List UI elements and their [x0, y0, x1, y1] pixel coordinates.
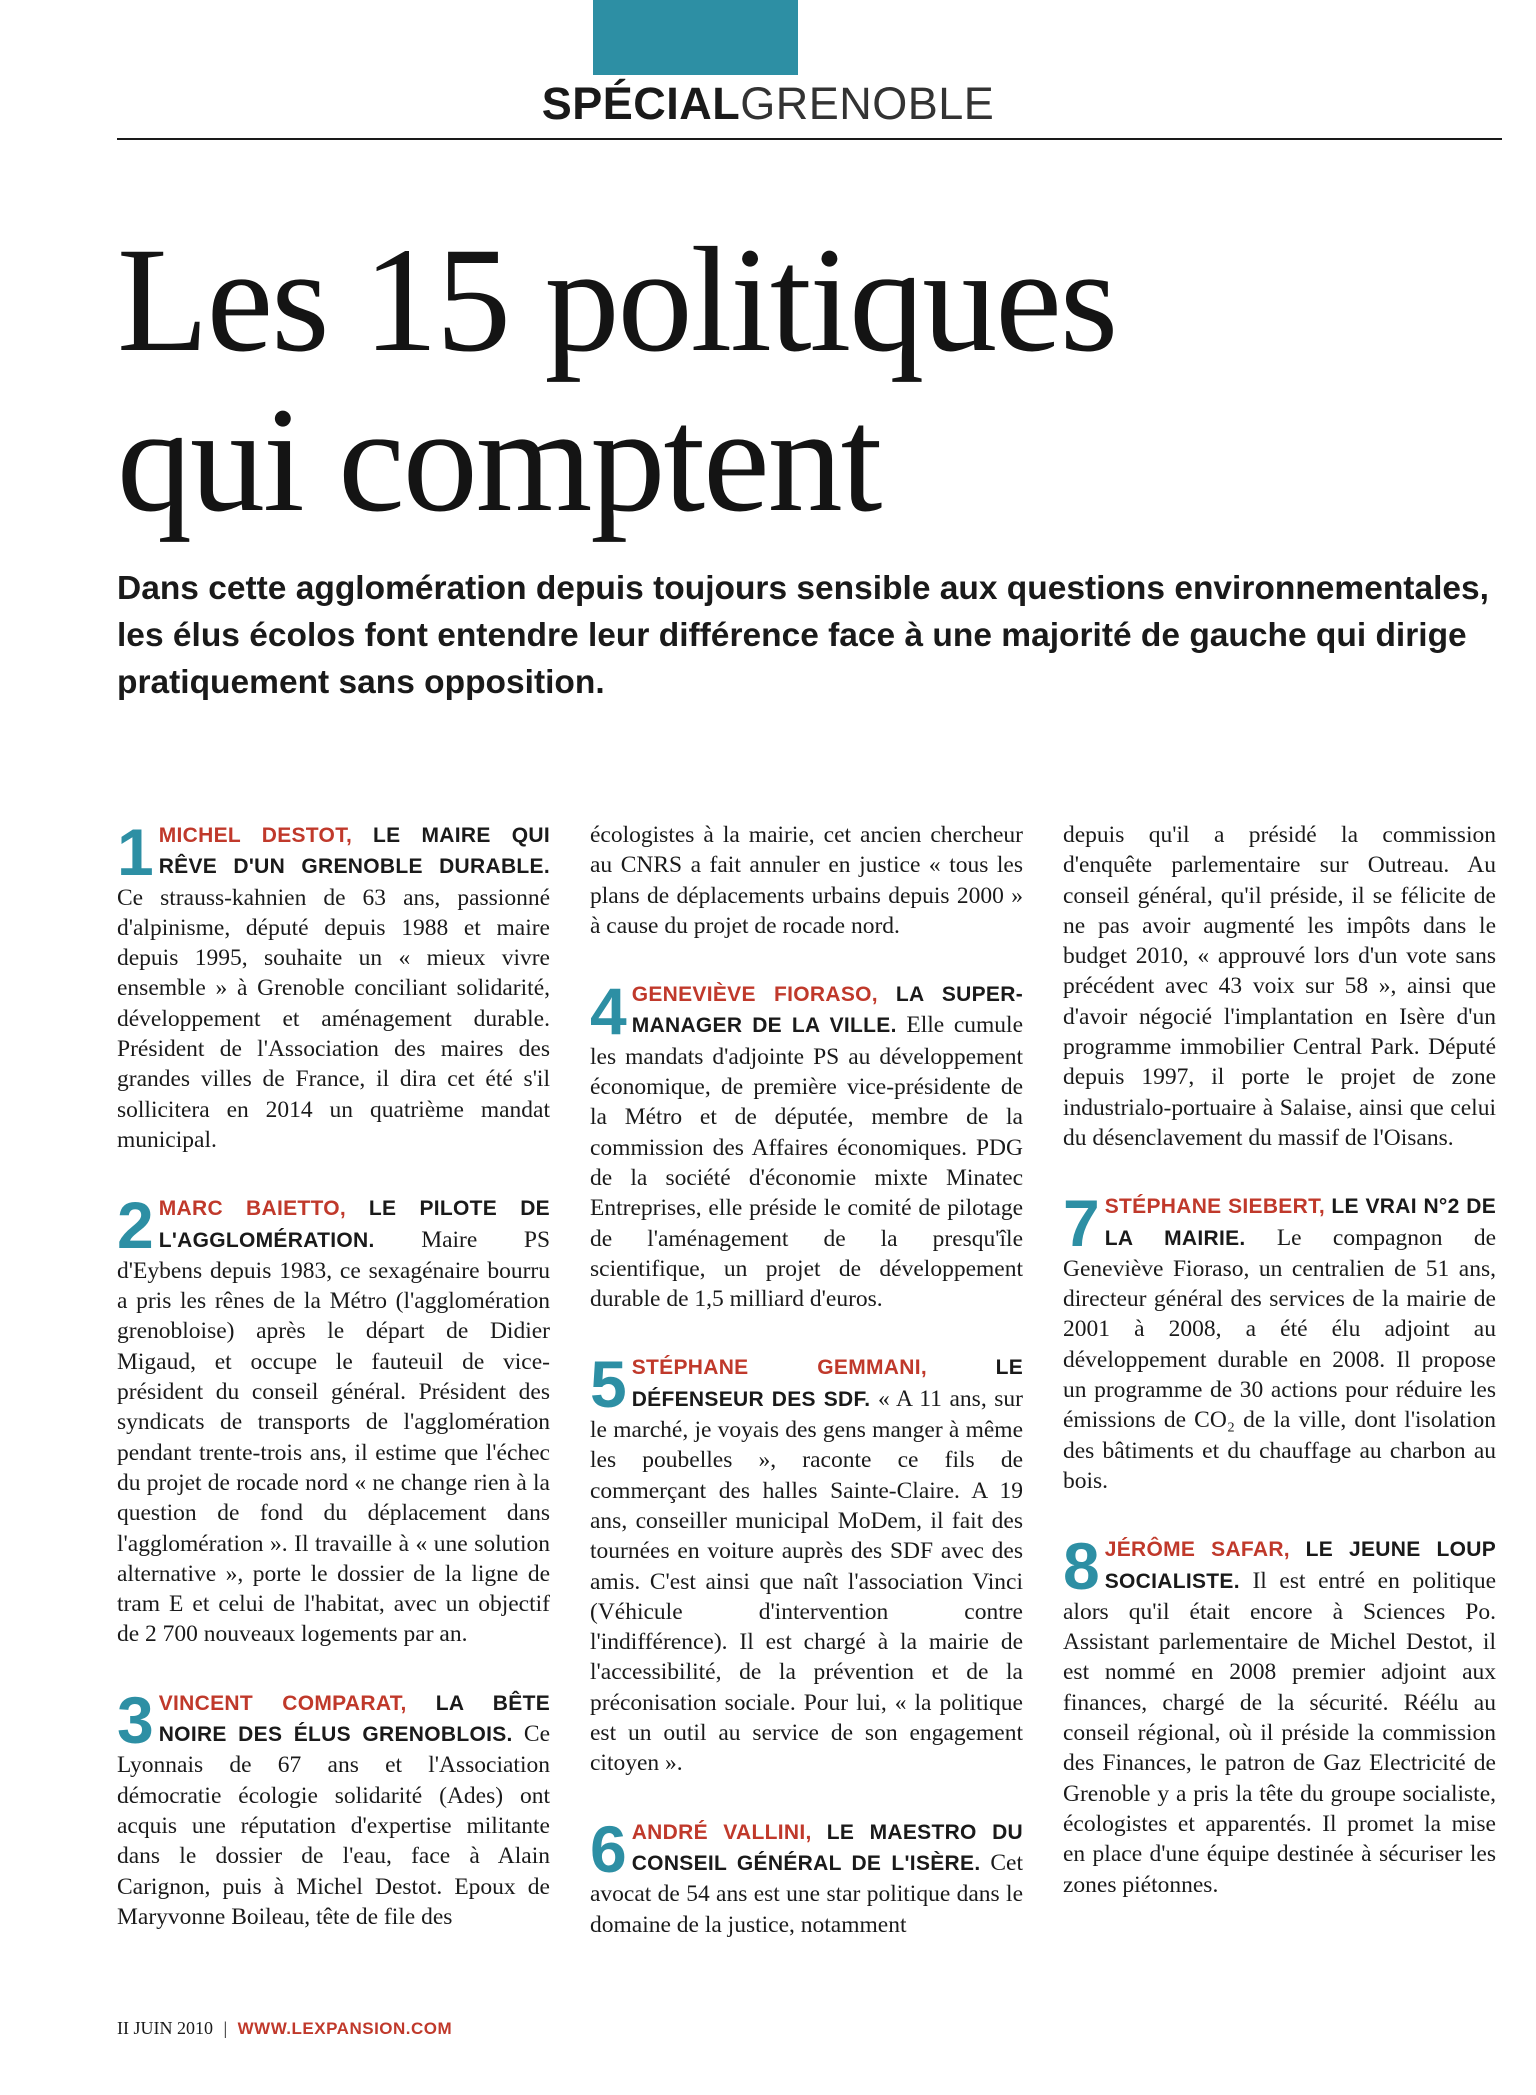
profile-paragraph	[1063, 820, 1496, 1153]
profile-paragraph	[117, 1188, 551, 1649]
profile-text: Ce Lyonnais de 67 ans et l'Association démocratie écologie solidarité (Ades) ont acquis une réputation d'expertise militante dans le dossier de l'eau, face à Alain Carignon, puis à Michel Destot. Epoux de Maryvonne Boileau, tête de file des	[117, 1721, 550, 1930]
profile-tagline: LA SUPER-MANAGER DE LA VILLE.	[631, 983, 1023, 1038]
profile-tagline: LE MAESTRO DU CONSEIL GÉNÉRAL DE L'ISÈRE.	[631, 1820, 1024, 1875]
profile-text: « A 11 ans, sur le marché, je voyais des gens manger à même les poubelles », raconte ce fils de commerçant des halles Sainte-Claire. A 19 ans, conseiller municipal MoDem, il fait des tournées en voiture auprès des SDF avec des amis. C'est ainsi que naît l'association Vinci (Véhicule d'intervention contre l'indifférence). Il est chargé à la mairie de l'accessibilité, de la prévention et de la préconisation sociale. Pour lui, « la politique est un outil au service de son engagement citoyen ».	[590, 1385, 1023, 1777]
profile-paragraph	[117, 1682, 550, 1932]
rank-number: 4	[590, 974, 627, 1049]
politician-name: STÉPHANE SIEBERT,	[1104, 1195, 1326, 1219]
header-rule	[117, 138, 1502, 140]
footer-separator: |	[223, 2018, 228, 2038]
politician-name: MARC BAIETTO,	[158, 1197, 347, 1221]
profile-paragraph	[590, 1347, 1023, 1778]
profile-paragraph	[590, 974, 1024, 1314]
section-rubric	[0, 80, 1536, 128]
profile-text: Le compagnon de Geneviève Fioraso, un centralien de 51 ans, directeur général des services de la mairie de 2001 à 2008, a été élu adjoint au développement durable en 2008. Il propose un programme de 30 actions pour réduire les émissions de CO₂ de la ville, dont l'isolation des bâtiments et du chauffage au charbon au bois.	[1063, 1224, 1496, 1494]
profile-tagline: LE DÉFENSEUR DES SDF.	[631, 1356, 1023, 1411]
rank-number: 2	[117, 1188, 154, 1263]
profile-paragraph	[1063, 1529, 1497, 1900]
page-number: II	[117, 2018, 129, 2038]
profile-tagline: LA BÊTE NOIRE DES ÉLUS GRENOBLOIS.	[158, 1691, 550, 1747]
rank-number: 5	[590, 1347, 627, 1422]
column-1	[117, 815, 551, 1970]
politician-name: JÉRÔME SAFAR,	[1104, 1538, 1290, 1562]
rubric-light: GRENOBLE	[740, 78, 995, 129]
rank-number: 3	[117, 1682, 154, 1757]
headline	[117, 217, 1497, 543]
politician-name: STÉPHANE GEMMANI,	[631, 1356, 928, 1380]
profile-text: Il est entré en politique alors qu'il était encore à Sciences Po. Assistant parlementaire de Michel Destot, il est nommé en 2008 premier adjoint aux finances, chargé de la sécurité. Réélu au conseil régional, où il préside la commission des Finances, le patron de Gaz Electricité de Grenoble y a pris la tête du groupe socialiste, écologistes et apparentés. Il promet la mise en place d'une équipe destinée à sécuriser les zones piétonnes.	[1063, 1567, 1496, 1898]
section-color-tab	[593, 0, 798, 75]
rank-number: 6	[590, 1811, 627, 1886]
politician-name: MICHEL DESTOT,	[158, 824, 353, 847]
profile-text: depuis qu'il a présidé la commission d'enquête parlementaire sur Outreau. Au conseil général, qu'il préside, il se félicite de ne pas avoir augmenté les impôts dans le budget 2010, « approuvé lors d'un vote sans précédent avec 43 voix sur 58 », ainsi que d'avoir négocié l'implantation en Isère d'un programme immobilier Central Park. Député depuis 1997, il porte le projet de zone industrialo-portuaire à Salaise, ainsi que celui du désenclavement du massif de l'Oisans.	[1063, 822, 1496, 1151]
issue-date: JUIN 2010	[133, 2018, 213, 2038]
profile-tagline: LE PILOTE DE L'AGGLOMÉRATION.	[158, 1197, 550, 1252]
profile-tagline: LE JEUNE LOUP SOCIALISTE.	[1104, 1538, 1497, 1593]
website-link[interactable]: WWW.LEXPANSION.COM	[237, 2019, 453, 2038]
profile-text: écologistes à la mairie, cet ancien chercheur au CNRS a fait annuler en justice « tous les plans de déplacements urbains depuis 2000 » à cause du projet de rocade nord.	[590, 822, 1023, 939]
column-3	[1063, 820, 1496, 1938]
politician-name: ANDRÉ VALLINI,	[631, 1820, 812, 1844]
profile-text: Ce strauss-kahnien de 63 ans, passionné d'alpinisme, député depuis 1988 et maire depuis 1995, souhaite un « mieux vivre ensemble » à Grenoble conciliant solidarité, développement et aménagement durable. Président de l'Association des maires des grandes villes de France, il dira cet été s'il sollicitera en 2014 un quatrième mandat municipal.	[117, 884, 550, 1153]
rank-number: 7	[1063, 1186, 1100, 1261]
politician-name: VINCENT COMPARAT,	[158, 1691, 407, 1715]
profile-paragraph	[1063, 1186, 1497, 1496]
page-footer	[117, 2018, 452, 2039]
profile-tagline: LE MAIRE QUI RÊVE D'UN GRENOBLE DURABLE.	[158, 824, 550, 879]
profile-paragraph	[590, 820, 1023, 941]
rubric-bold: SPÉCIAL	[541, 78, 741, 129]
profile-text: Cet avocat de 54 ans est une star politique dans le domaine de la justice, notamment	[590, 1849, 1023, 1938]
headline-line-2: qui comptent	[117, 377, 881, 543]
politician-name: GENEVIÈVE FIORASO,	[631, 983, 878, 1007]
rank-number: 1	[117, 815, 154, 889]
profile-tagline: LE VRAI N°2 DE LA MAIRIE.	[1104, 1195, 1497, 1250]
profile-text: Elle cumule les mandats d'adjointe PS au développement économique, de première vice-présidente de la Métro et de députée, membre de la commission des Affaires économiques. PDG de la société d'économie mixte Minatec Entreprises, elle préside le comité de pilotage de l'aménagement de la presqu'île scientifique, un projet de développement durable de 1,5 milliard d'euros.	[590, 1012, 1024, 1313]
rank-number: 8	[1063, 1529, 1100, 1604]
profile-paragraph	[590, 1811, 1024, 1940]
profile-paragraph	[117, 815, 550, 1155]
headline-line-1: Les 15 politiques	[117, 217, 1117, 383]
standfirst: Dans cette agglomération depuis toujours sensible aux questions environnementales, les élus écolos font entendre leur différence face à une majorité de gauche qui dirige pratiquement sans opposition.	[117, 570, 1489, 701]
column-2	[590, 820, 1023, 1978]
profile-text: Maire PS d'Eybens depuis 1983, ce sexagénaire bourru a pris les rênes de la Métro (l'agglomération grenobloise) après le départ de Didier Migaud, et occupe le fauteuil de vice-président du conseil général. Président des syndicats de transports de l'agglomération pendant trente-trois ans, il estime que l'échec du projet de rocade nord « ne change rien à la question de fond du déplacement dans l'agglomération ». Il travaille à « une solution alternative », porte le dossier de la ligne de tram E et celui de l'habitat, avec un objectif de 2 700 nouveaux logements par an.	[117, 1226, 551, 1648]
